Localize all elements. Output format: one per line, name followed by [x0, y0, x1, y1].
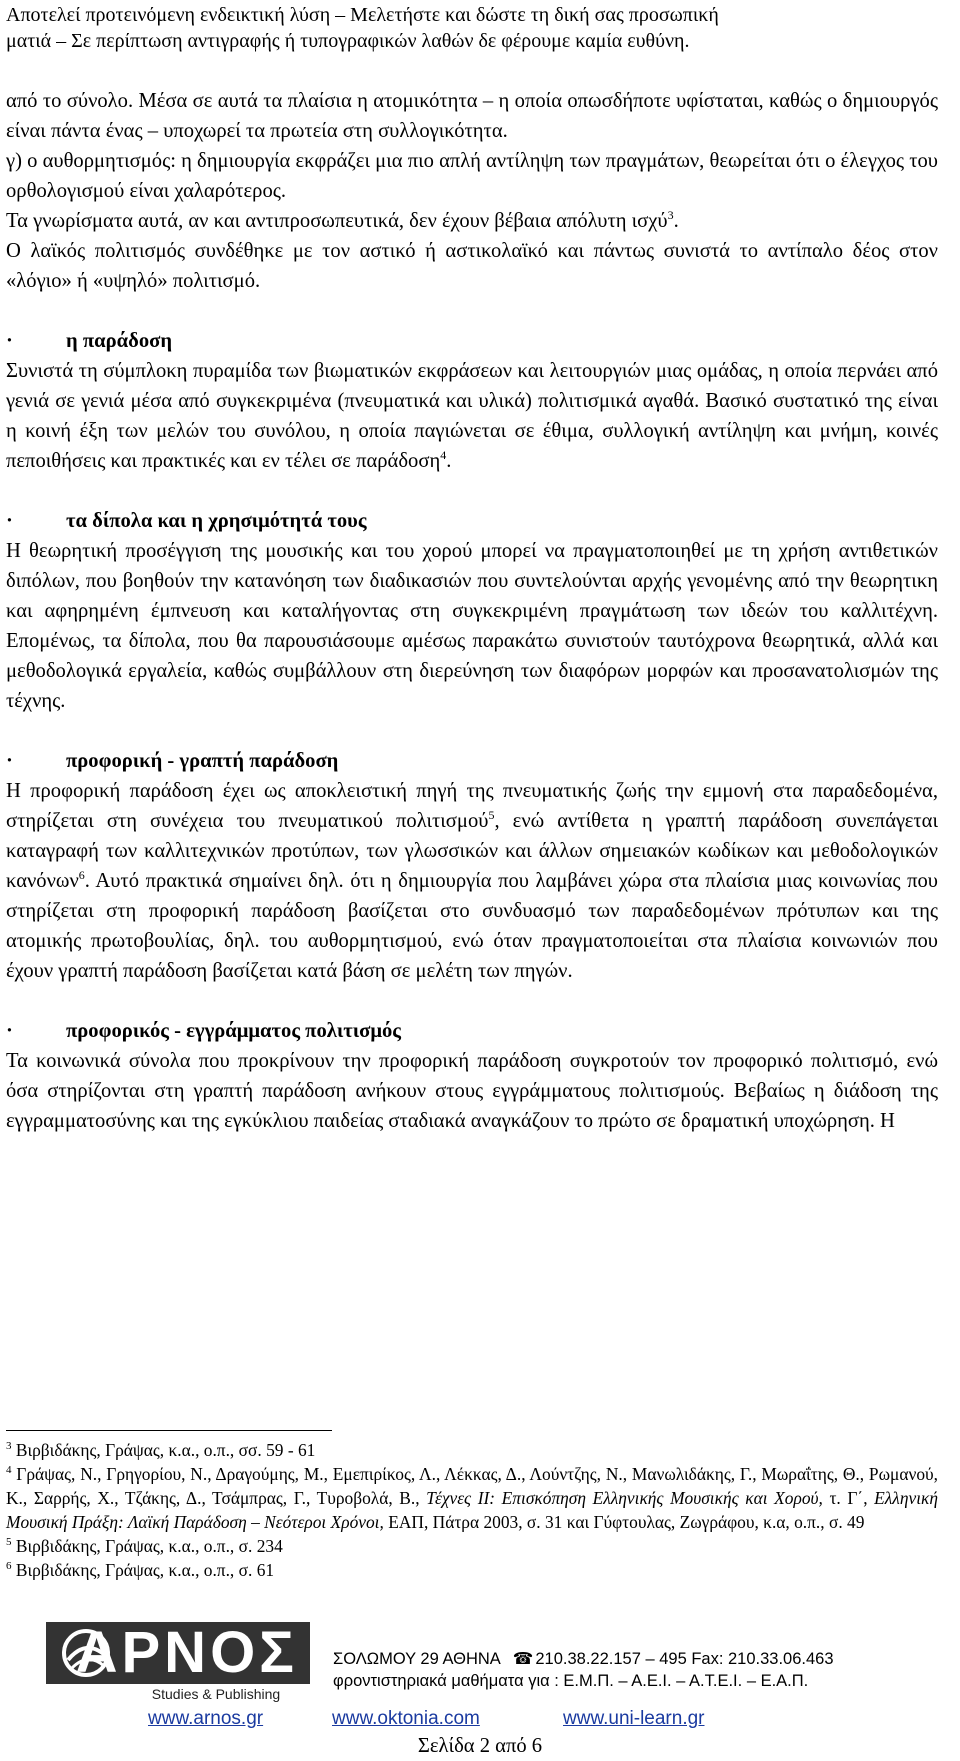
phone-icon: ☎ — [512, 1650, 534, 1668]
footnote-title: Τέχνες ΙΙ: Επισκόπηση Ελληνικής Μουσικής και Χορού, — [426, 1488, 823, 1508]
contact-info — [333, 1648, 933, 1692]
body-text — [6, 86, 938, 1136]
section-heading — [6, 746, 938, 776]
footnote-text: τ. Γ΄, — [822, 1488, 875, 1508]
footnote-number: 4 — [6, 1464, 12, 1477]
footnote-separator — [6, 1430, 332, 1431]
paragraph: Τα κοινωνικά σύνολα που προκρίνουν την προφορική παράδοση συγκροτούν τον προφορικό πολιτισμό, ενώ όσα στηρίζονται στη γραπτή παράδοση ανήκουν στους εγγράμματους πολιτισμούς. Βεβαίως η διάδοση της εγγραμματοσύνης και της εγκύκλιου παιδείας σταδιακά αναγκάζουν το πρώτο σε δραματική υποχώρηση. Η — [6, 1050, 938, 1132]
section-title: προφορικός - εγγράμματος πολιτισμός — [66, 1020, 402, 1042]
footnote-text: Βιρβιδάκης, Γράψας, κ.α., ο.π., σσ. 59 - 61 — [11, 1440, 316, 1460]
bullet-icon: · — [6, 750, 13, 772]
footnote-text: Γράψας, Ν., Γρηγορίου, Ν., Δραγούμης, Μ., Εμεπιρίκος, Λ., Λέκκας, Δ., Λούντζης, Ν., Μανωλιδάκης, Γ., Μωραΐτης, Θ., Ρωμανού, Κ., Σαρρής, Χ., Τζάκης, Δ., Τσάμπρας, Γ., Τυροβολά, Β., — [6, 1464, 938, 1508]
logo-subtitle: Studies & Publishing — [151, 1686, 281, 1702]
paragraph — [6, 356, 938, 476]
footnote-text: Βιρβιδάκης, Γράψας, κ.α., ο.π., σ. 234 — [11, 1536, 283, 1556]
link-oktonia[interactable]: www.oktonia.com — [332, 1708, 480, 1729]
section-title: η παράδοση — [66, 330, 173, 352]
section-title: τα δίπολα και η χρησιμότητά τους — [66, 510, 367, 532]
address: ΣΟΛΩΜΟΥ 29 ΑΘΗΝΑ — [333, 1650, 501, 1668]
paragraph-text: . Αυτό πρακτικά σημαίνει δηλ. ότι η δημιουργία που λαμβάνει χώρα στα πλαίσια μιας κοινωνίας που στηρίζεται στη προφορική παράδοση βασίζεται στο συνδυασμό των παραδεδομένων πρότυπων και της ατομικής πρωτοβουλίας, δηλ. του αυθορμητισμού, ενώ όταν πραγματοποιείται στα πλαίσια κοινωνιών που έχουν γραπτή παράδοση βασίζεται κατά βάση σε μελέτη των πηγών. — [6, 870, 938, 982]
footnote-number: 3 — [6, 1440, 12, 1453]
paragraph-text: , ενώ αντίθετα η γραπτή παράδοση συνεπάγεται καταγραφή των καλλιτεχνικών προτύπων, των γλωσσικών και άλλων σημειακών κωδίκων και μεθοδολογικών κανόνων — [6, 810, 938, 892]
section-heading — [6, 326, 938, 356]
paragraph: Ο λαϊκός πολιτισμός συνδέθηκε με τον αστικό ή αστικολαϊκό και πάντως συνιστά το αντίπαλο δέος στον «λόγιο» ή «υψηλό» πολιτισμό. — [6, 240, 938, 292]
page-number: Σελίδα 2 από 6 — [417, 1735, 543, 1757]
footnote — [6, 1558, 938, 1582]
footer-links — [30, 1708, 930, 1736]
footnote-number: 6 — [6, 1560, 12, 1573]
paragraph-text: Τα γνωρίσματα αυτά, αν και αντιπροσωπευτικά, δεν έχουν βέβαια απόλυτη ισχύ — [6, 210, 668, 232]
logo-globe-icon — [56, 1626, 116, 1680]
footnote-ref[interactable]: 4 — [440, 448, 447, 463]
paragraph: Η θεωρητική προσέγγιση της μουσικής και του χορού μπορεί να πραγματοποιηθεί με τη χρήση αντιθετικών διπόλων, που βοηθούν την κατανόηση των διαδικασιών που συντελούνται αρχής γενομένης από την θεωρητικη και αφηρημένη έμπνευση και καταλήγοντας στη συγκεκριμένη πραγμάτωση των ιδεών του καλλιτέχνη. Επομένως, τα δίπολα, που θα παρουσιάσουμε αμέσως παρακάτω συνιστούν ταυτόχρονα θεωρητικά, αλλά και μεθοδολογικά εργαλεία, καθώς συμβάλλουν στη διερεύνηση των διαφόρων μορφών και προσανατολισμών της τέχνης. — [6, 540, 938, 712]
footnote — [6, 1534, 938, 1558]
link-arnos[interactable]: www.arnos.gr — [148, 1708, 264, 1729]
footnotes — [6, 1438, 938, 1582]
bullet-icon: · — [6, 330, 13, 352]
footnote-text: ΕΑΠ, Πάτρα 2003, σ. 31 και Γύφτουλας, Ζωγράφου, κ.α, ο.π., σ. 49 — [383, 1512, 865, 1532]
paragraph: γ) ο αυθορμητισμός: η δημιουργία εκφράζει μια πιο απλή αντίληψη των πραγμάτων, θεωρείται ότι ο έλεγχος του ορθολογισμού είναι χαλαρότερος. — [6, 150, 938, 202]
paragraph — [6, 776, 938, 986]
punctuation: . — [446, 450, 452, 472]
paragraph: από το σύνολο. Μέσα σε αυτά τα πλαίσια η ατομικότητα – η οποία οπωσδήποτε υφίσταται, καθώς ο δημιουργός είναι πάντα ένας – υποχωρεί τα πρωτεία στη συλλογικότητα. — [6, 90, 938, 142]
phone-fax: 210.38.22.157 – 495 Fax: 210.33.06.463 — [535, 1650, 834, 1668]
logo-wordmark: ΑΡΝΟΣ — [46, 1622, 310, 1684]
footnote-ref[interactable]: 3 — [667, 208, 674, 223]
bullet-icon: · — [6, 510, 13, 532]
arnos-logo — [46, 1620, 310, 1702]
footnote — [6, 1462, 938, 1534]
footnote-ref[interactable]: 6 — [78, 868, 85, 883]
footnote-ref[interactable]: 5 — [488, 808, 495, 823]
footnote-text: Βιρβιδάκης, Γράψας, κ.α., ο.π., σ. 61 — [11, 1560, 275, 1580]
footnote-number: 5 — [6, 1536, 12, 1549]
services-row: φροντιστηριακά μαθήματα για : Ε.Μ.Π. – Α.Ε.Ι. – Α.Τ.Ε.Ι. – Ε.Α.Π. — [333, 1672, 809, 1690]
section-heading — [6, 1016, 938, 1046]
section-title: προφορική - γραπτή παράδοση — [66, 750, 339, 772]
header-line: Αποτελεί προτεινόμενη ενδεικτική λύση – Μελετήστε και δώστε τη δική σας προσωπική — [6, 4, 719, 26]
punctuation: . — [673, 210, 679, 232]
contact-row — [333, 1648, 933, 1670]
footnote-title: Ελληνική Μουσική Πράξη: Λαϊκή Παράδοση – Νεότεροι Χρόνοι, — [6, 1488, 938, 1532]
paragraph-text: Συνιστά τη σύμπλοκη πυραμίδα των βιωματικών εκφράσεων και λειτουργιών μιας ομάδας, η οποία περνάει από γενιά σε γενιά μέσα από συγκεκριμένα (πνευματικά και υλικά) πολιτισμικά αγαθά. Βασικό συστατικό της είναι η κοινή έξη των μελών του συνόλου, η οποία παγιώνεται σε έθιμα, συλλογική αντίληψη και μνήμη, κοινές πεποιθήσεις και πρακτικές και εν τέλει σε παράδοση — [6, 360, 938, 472]
footnote — [6, 1438, 938, 1462]
link-uni-learn[interactable]: www.uni-learn.gr — [563, 1708, 705, 1729]
page-header — [6, 2, 946, 54]
section-heading — [6, 506, 938, 536]
paragraph — [6, 206, 938, 236]
bullet-icon: · — [6, 1020, 13, 1042]
header-line: ματιά – Σε περίπτωση αντιγραφής ή τυπογραφικών λαθών δε φέρουμε καμία ευθύνη. — [6, 30, 690, 52]
paragraph-text: Η προφορική παράδοση έχει ως αποκλειστική πηγή της πνευματικής ζωής την εμμονή στα παραδεδομένα, στηρίζεται στη συνέχεια του πνευματικού πολιτισμού — [6, 780, 938, 832]
